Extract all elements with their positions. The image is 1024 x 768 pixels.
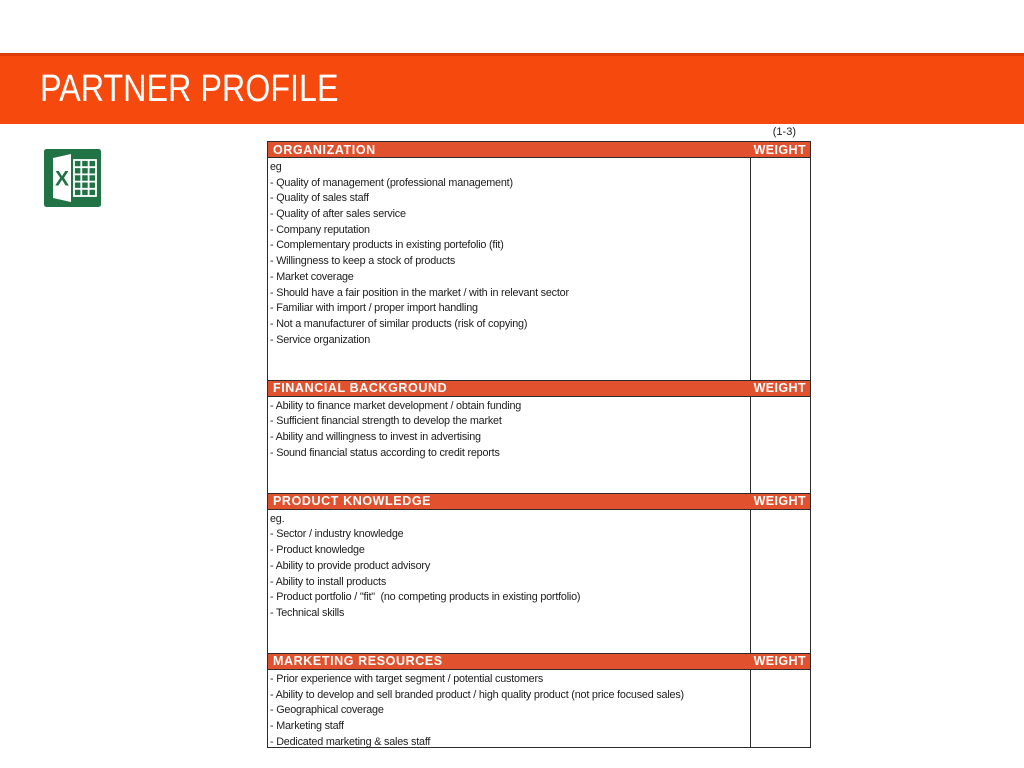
section-body bbox=[268, 158, 810, 380]
criteria-line: - Service organization bbox=[270, 333, 371, 346]
criteria-line: - Dedicated marketing & sales staff bbox=[270, 735, 431, 748]
empty-line bbox=[270, 622, 747, 638]
weight-column-header: WEIGHT bbox=[753, 381, 806, 396]
criteria-line: - Sector / industry knowledge bbox=[270, 528, 404, 541]
criteria-line: - Ability to install products bbox=[270, 575, 387, 588]
empty-line bbox=[270, 364, 747, 380]
table-section bbox=[268, 380, 810, 493]
weight-cell bbox=[751, 397, 810, 493]
empty-line bbox=[270, 348, 747, 364]
weight-column-header: WEIGHT bbox=[753, 654, 806, 669]
section-title: MARKETING RESOURCES bbox=[273, 654, 443, 669]
weight-column-header: WEIGHT bbox=[753, 142, 806, 157]
empty-line bbox=[270, 461, 747, 477]
excel-icon bbox=[44, 149, 101, 207]
section-body bbox=[268, 397, 810, 493]
section-title: FINANCIAL BACKGROUND bbox=[273, 381, 448, 396]
section-header bbox=[268, 141, 810, 158]
section-header bbox=[268, 380, 810, 397]
criteria-line: - Ability to provide product advisory bbox=[270, 559, 431, 572]
criteria-line: - Product portfolio / "fit" (no competing products in existing portfolio) bbox=[270, 591, 581, 604]
section-body bbox=[268, 670, 810, 748]
criteria-line: - Not a manufacturer of similar products (risk of copying) bbox=[270, 317, 528, 330]
weight-column-header: WEIGHT bbox=[753, 494, 806, 509]
rating-scale-note: (1-3) bbox=[772, 126, 796, 138]
criteria-line: - Familiar with import / proper import handling bbox=[270, 302, 478, 315]
criteria-list bbox=[268, 158, 751, 380]
excel-logo-svg bbox=[44, 149, 101, 207]
section-title: PRODUCT KNOWLEDGE bbox=[273, 494, 432, 509]
criteria-line: - Geographical coverage bbox=[270, 704, 384, 717]
criteria-line: - Ability to develop and sell branded product / high quality product (not price focused sales) bbox=[270, 688, 684, 701]
table-section bbox=[268, 141, 810, 380]
criteria-line: - Should have a fair position in the market / with in relevant sector bbox=[270, 286, 569, 299]
criteria-line: - Willingness to keep a stock of products bbox=[270, 255, 456, 268]
criteria-list bbox=[268, 670, 751, 748]
empty-line bbox=[270, 637, 747, 653]
section-header bbox=[268, 493, 810, 510]
title-bar bbox=[0, 53, 1024, 124]
criteria-line: - Quality of sales staff bbox=[270, 192, 369, 205]
criteria-list bbox=[268, 397, 751, 493]
criteria-line: - Quality of after sales service bbox=[270, 208, 406, 221]
weight-cell bbox=[751, 158, 810, 380]
criteria-line: - Technical skills bbox=[270, 606, 345, 619]
criteria-line: - Prior experience with target segment / potential customers bbox=[270, 672, 544, 685]
criteria-list bbox=[268, 510, 751, 653]
criteria-line: - Complementary products in existing portefolio (fit) bbox=[270, 239, 504, 252]
section-body bbox=[268, 510, 810, 653]
criteria-line: eg bbox=[270, 161, 282, 173]
criteria-line: - Quality of management (professional management) bbox=[270, 176, 513, 189]
weight-cell bbox=[751, 670, 810, 748]
weight-cell bbox=[751, 510, 810, 653]
table-section bbox=[268, 653, 810, 748]
empty-line bbox=[270, 477, 747, 493]
criteria-line: - Company reputation bbox=[270, 223, 370, 236]
criteria-line: - Marketing staff bbox=[270, 720, 344, 732]
criteria-line: - Sufficient financial strength to develop the market bbox=[270, 415, 502, 428]
criteria-line: - Product knowledge bbox=[270, 544, 365, 557]
section-header bbox=[268, 653, 810, 670]
criteria-line: eg. bbox=[270, 512, 285, 525]
criteria-line: - Ability to finance market development / obtain funding bbox=[270, 399, 522, 412]
svg-text:X: X bbox=[54, 167, 70, 191]
partner-profile-table bbox=[267, 141, 811, 748]
criteria-line: - Market coverage bbox=[270, 270, 354, 283]
table-section bbox=[268, 493, 810, 653]
criteria-line: - Sound financial status according to credit reports bbox=[270, 446, 500, 459]
section-title: ORGANIZATION bbox=[273, 142, 376, 157]
page-title: PARTNER PROFILE bbox=[40, 68, 339, 110]
criteria-line: - Ability and willingness to invest in advertising bbox=[270, 431, 481, 443]
